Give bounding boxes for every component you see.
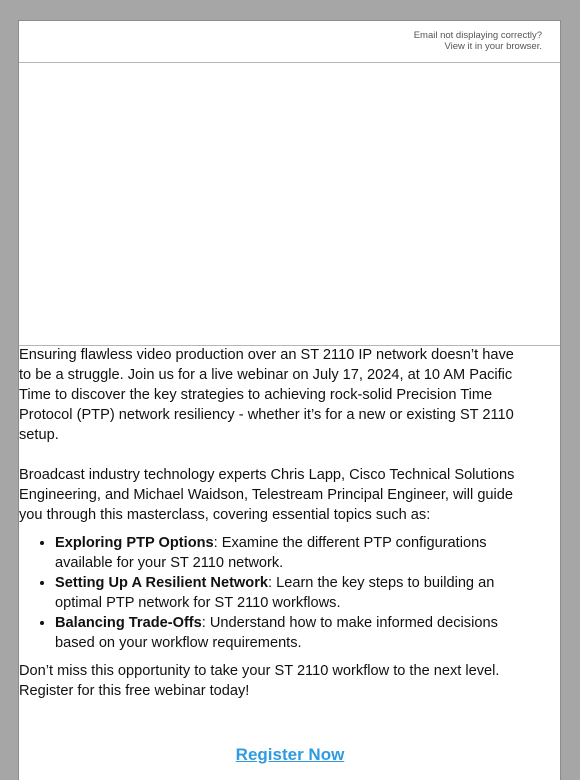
topic-text: : Understand how to make informed decisions based on your workflow requirements. [55, 615, 498, 651]
topic-title: Setting Up A Resilient Network [55, 575, 268, 591]
topic-text: : Examine the different PTP configurations available for your ST 2110 network. [55, 535, 487, 571]
register-cta [0, 745, 580, 765]
email-body [19, 345, 519, 701]
preheader-notice: Email not displaying correctly? [413, 30, 542, 41]
topic-text: : Learn the key steps to building an optimal PTP network for ST 2110 workflows. [55, 575, 495, 611]
closing-paragraph: Don’t miss this opportunity to take your ST 2110 workflow to the next level. Register for this free webinar today! [19, 663, 500, 699]
topic-title: Exploring PTP Options [55, 535, 214, 551]
list-item [55, 613, 519, 653]
topics-list [19, 533, 519, 653]
list-item [55, 533, 519, 573]
list-item [55, 573, 519, 613]
register-now-link[interactable]: Register Now [235, 745, 345, 764]
view-in-browser-link[interactable]: View it in your browser. [444, 40, 542, 52]
speakers-paragraph: Broadcast industry technology experts Chris Lapp, Cisco Technical Solutions Engineering, and Michael Waidson, Telestream Principal Engineer, will guide you through this masterclass, covering essential topics such as: [19, 467, 515, 523]
preheader [414, 31, 542, 52]
intro-paragraph: Ensuring flawless video production over an ST 2110 IP network doesn’t have to be a struggle. Join us for a live webinar on July 17, 2024, at 10 AM Pacific Time to discover the key strategies to achieving rock-solid Precision Time Protocol (PTP) network resiliency - whether it’s for a new or existing ST 2110 setup. [19, 347, 514, 443]
hero-image-placeholder [19, 62, 560, 346]
topic-title: Balancing Trade-Offs [55, 615, 202, 631]
